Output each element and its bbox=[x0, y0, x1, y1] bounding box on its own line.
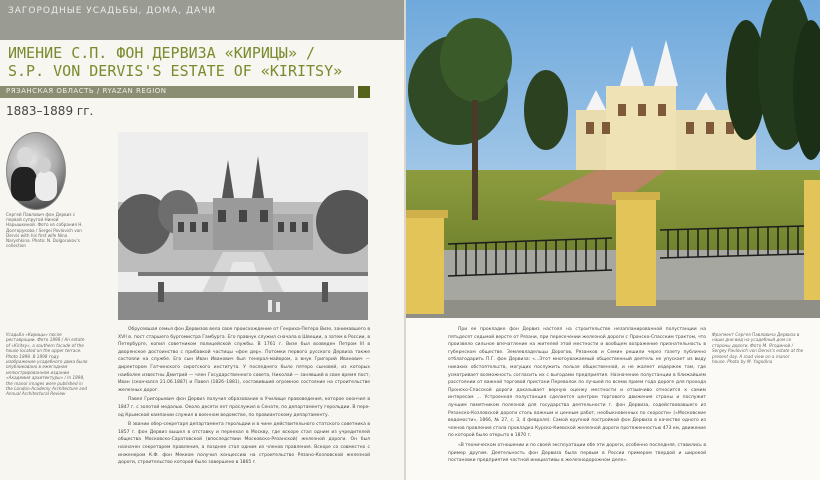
portrait-figure-man bbox=[11, 167, 37, 201]
section-title: ЗАГОРОДНЫЕ УСАДЬБЫ, ДОМА, ДАЧИ bbox=[8, 6, 217, 16]
paragraph: Павел Григорьевич фон Дервиз получил образование в Училище правоведения, которое окончил в 1847 г. с золотой медалью. Около десяти лет прослужил в Сенате, по департаменту герольдии. В пере-од Крымской кампании служил в военном ведомстве, по провиантскому департаменту. bbox=[118, 397, 370, 418]
paragraph: При ее прокладке фон Дервиз настоял на строительстве незапланированной полустанции на пятьдесят седьмой версте от Рязани, при пересечении железной дороги с Пронско-Спасским трактом, что произвело сильное впечатление на жителей этой местности и вообщем возражение признательность в губернском обществе. Землевладельцы Дорогов, Рязанков и Семин решили через газету публично отблагодарить П.Г. фон Дервиза: «...Этот многоуважаемый общественный деятель не упускает из виду никаких обстоятельств, могущих послужить пользе общественной, и не жалеет издержек там, где усматривает возможность согласить их с выгодами предприятия. Назначение полустанции в ближайшем расстоянии от важной торговой пристани Переволок по лучшей по всеми прием года дороге для прохода Пронско-Спасской дороги доказывает верную оценку местности и отзывчиво относится к самим интересам ... Устроенная полустанция сделается центром торгового движения страны и послужит лучшим памятником полезной для государства деятельности г. фон Дервиза, содействовавшего из Рязанско-Козловской дороги столь важным и ценным работ, необыкновенных по скорости» («Московские ведомости», 1866, № 27, с. 3, 4 февраля). Самой крупной постройкой фон Дервиза в качестве одного из членов правления стала прокладка Курско-Киевской железной дороги протяженностью 473 км, движение по которой было открыто в 1870 г. bbox=[448, 327, 706, 439]
portrait-face-man bbox=[17, 147, 33, 165]
body-text-right bbox=[448, 326, 706, 467]
header-band bbox=[0, 0, 404, 40]
title-english: S.P. VON DERVIS'S ESTATE OF «KIRITSY» bbox=[8, 62, 343, 80]
portrait-face-woman bbox=[37, 157, 51, 173]
modern-estate-illustration bbox=[406, 0, 820, 318]
title-russian: ИМЕНИЕ С.П. ФОН ДЕРВИЗА «КИРИЦЫ» / bbox=[8, 44, 316, 62]
portrait-caption: Сергей Павлович фон Дервиз с первой супругой Ниной Нарышкиной. Фото из собрания Н. Долгорукова / Sergei Pavlovich von Dervis with his first wife Nina Naryshkina. Photo: N. Dolgorukov's collection bbox=[6, 212, 83, 249]
right-photo-caption: Фрагмент Сергея Павловича Дервиза в наши дни вид на усадебный дом со стороны дороги. Фото М. Ягодиной / Sergey Pavlovich von Dervis's estate at the present day. A road view on a manor house. Photo by M. Yagodina bbox=[712, 332, 804, 365]
location-bar-text: РЯЗАНСКАЯ ОБЛАСТЬ / RYAZAN REGION bbox=[6, 87, 167, 95]
paragraph: «В техническом отношении и по своей эксплуатации обе эти дороги, особенно последняя, ставились в пример другим. Деятельность фон Дервиза была первым в России примером твердой и широкой постановки предприятия частной инициативы в железнодорожном деле». bbox=[448, 442, 706, 464]
historic-estate-photo bbox=[118, 132, 368, 320]
paragraph: Обрусевшая семья фон Дервизов вела свое происхождение от Генриха-Петера Визе, занимавшего в XVII в. пост старшего бургомистра Гамбурга. Его правнук служил сначала в Швеции, а затем в России, в Петербурге, копил советником полицейской службы. В 1761 г. Визе был возведен Петром III в дворянское достоинство с прибавкой частицы «фон дер». Потомки первого русского Дервиза также состояли на службе. Его сын Иван Иванович был генерал-майором, а внук Григорий Иванович — директором Гатчинского сиротского института. У последнего было пятеро сыновей, из которых наиболее известны Дмитрий — член Государственного совета, Николай — занявший в свое время пост, Иван (скончался 21.06.1887) и Павел (1826–1881), составивший огромное состояние на строительстве железных дорог. bbox=[118, 327, 370, 393]
paragraph: В звании обер-секретаря департамента герольдии и в чине действительного статского советника в 1857 г. фон Дервиз вышел в отставку и переехал в Москву, где вскоре стал одним из учредителей общества Московско-Саратовской (впоследствии Московско-Рязанской) железной дороги. Он был назначен секретарем правления, а позднее стал одним из членов правления. Вскоре со совместно с инженером К.Ф. фон Мекком получил концессию на строительство Рязано-Козловской железной дороги, строительство которой было завершено в 1865 г. bbox=[118, 422, 370, 466]
historic-estate-illustration bbox=[118, 132, 368, 320]
left-photo-caption: Усадьба «Кирицы» после реставрации. Фото 1898 / An estate of «Kiritsy», a southern facade of the house located on the upper terrace. Photo 1898. В 1898 году изображение усадебного дома было опубликовано в ежегодном иллюстрированном издании «Академия архитектуры» / In 1898, the manor images were published in the London-Academy Architecture and Annual Architectural Review bbox=[6, 332, 88, 397]
bar-square-marker bbox=[358, 86, 370, 98]
modern-estate-photo bbox=[406, 0, 820, 318]
location-bar bbox=[0, 86, 354, 98]
portrait-figure-woman bbox=[35, 171, 57, 201]
left-page bbox=[0, 0, 404, 480]
portrait-photo bbox=[6, 132, 66, 210]
body-text-left bbox=[118, 326, 370, 469]
years: 1883–1889 гг. bbox=[6, 104, 94, 118]
